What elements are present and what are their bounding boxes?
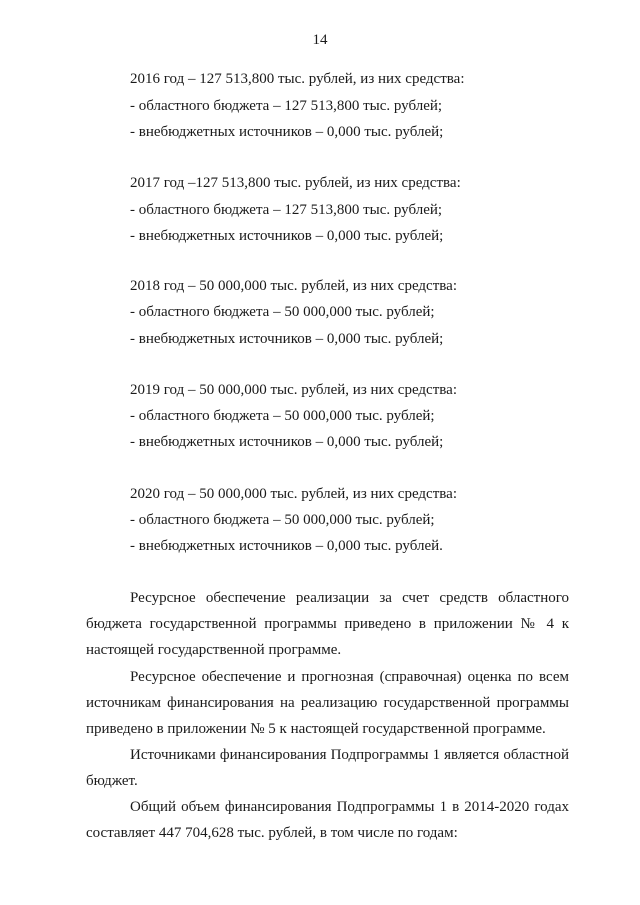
paragraph-resource-regional: Ресурсное обеспечение реализации за счет средств областного бюджета государственной программы приведено в приложении № 4 к настоящей государственной программе. [86,590,569,658]
year-2017-extra: - внебюджетных источников – 0,000 тыс. рублей; [130,228,444,244]
year-2019-extra: - внебюджетных источников – 0,000 тыс. рублей; [130,434,444,450]
year-2018-header: 2018 год – 50 000,000 тыс. рублей, из них средства: [130,278,457,294]
year-2020-header: 2020 год – 50 000,000 тыс. рублей, из них средства: [130,486,457,502]
year-2016-regional: - областного бюджета – 127 513,800 тыс. рублей; [130,98,443,114]
year-2019-header: 2019 год – 50 000,000 тыс. рублей, из них средства: [130,382,457,398]
year-2019-regional: - областного бюджета – 50 000,000 тыс. рублей; [130,408,435,424]
year-2016-header: 2016 год – 127 513,800 тыс. рублей, из них средства: [130,71,465,87]
year-2016-extra: - внебюджетных источников – 0,000 тыс. рублей; [130,124,444,140]
year-2018-extra: - внебюджетных источников – 0,000 тыс. рублей; [130,331,444,347]
year-2020-regional: - областного бюджета – 50 000,000 тыс. рублей; [130,512,435,528]
year-2017-header: 2017 год –127 513,800 тыс. рублей, из них средства: [130,175,461,191]
page-number: 14 [312,32,328,48]
paragraph-resource-forecast: Ресурсное обеспечение и прогнозная (справочная) оценка по всем источникам финансирования на реализацию государственной программы приведено в приложении № 5 к настоящей государственной программе. [86,669,569,737]
paragraph-funding-sources: Источниками финансирования Подпрограммы 1 является областной бюджет. [86,747,569,789]
year-2018-regional: - областного бюджета – 50 000,000 тыс. рублей; [130,304,435,320]
year-2017-regional: - областного бюджета – 127 513,800 тыс. рублей; [130,202,443,218]
year-2020-extra: - внебюджетных источников – 0,000 тыс. рублей. [130,538,443,554]
paragraph-total-funding: Общий объем финансирования Подпрограммы 1 в 2014-2020 годах составляет 447 704,628 тыс. рублей, в том числе по годам: [86,799,569,841]
